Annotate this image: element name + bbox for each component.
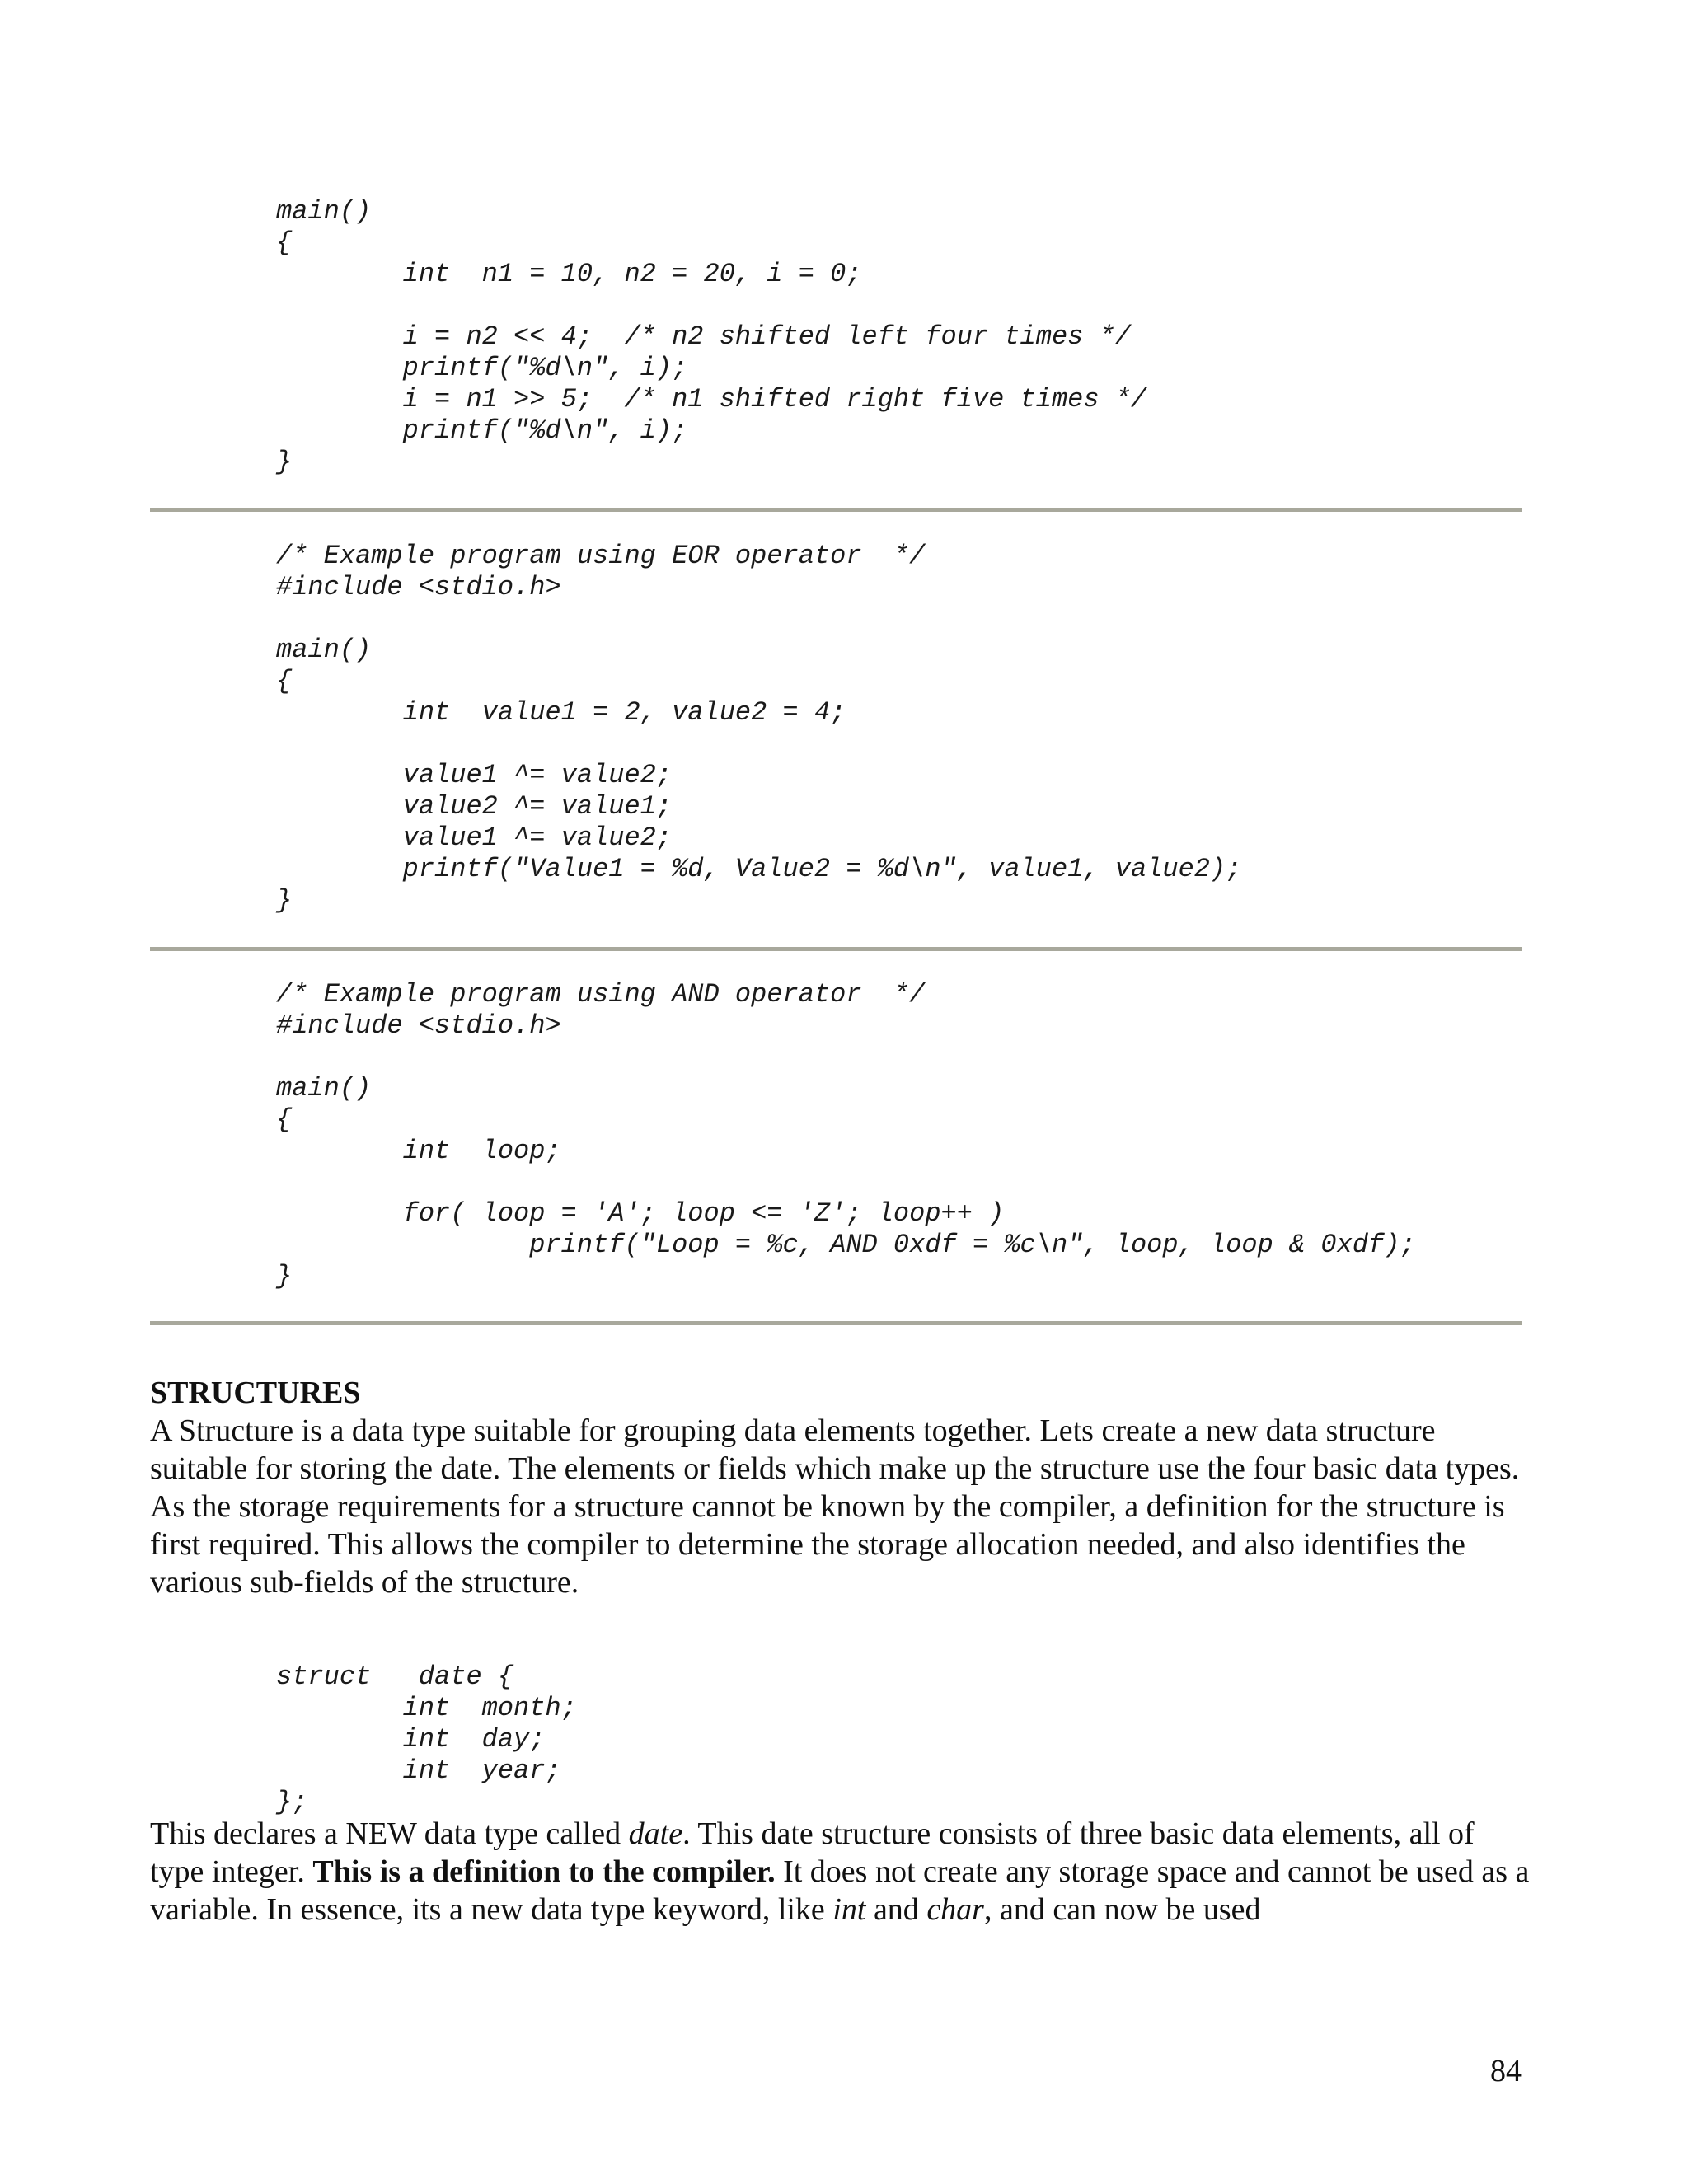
emphasis-char: char	[926, 1892, 984, 1927]
divider-rule	[150, 508, 1522, 512]
emphasis-int: int	[832, 1892, 866, 1927]
text-run: and	[865, 1892, 927, 1927]
emphasis-date: date	[628, 1816, 683, 1851]
structures-intro-paragraph	[150, 1374, 1535, 1601]
code-block-shift-tail: main() { int n1 = 10, n2 = 20, i = 0; i = n2 << 4; /* n2 shifted left four times */ printf("%d\n", i); i = n1 >> 5; /* n1 shifted right five times */ printf("%d\n", i); }	[276, 196, 1147, 477]
intro-text: A Structure is a data type suitable for grouping data elements together. Lets create a new data structure suitable for storing the date. The elements or fields which make up the structure use the four basic data types. As the storage requirements for a structure cannot be known by the compiler, a definition for the structure is first required. This allows the compiler to determine the storage allocation needed, and also identifies the various sub-fields of the structure.	[150, 1413, 1520, 1600]
text-run: , and can now be used	[983, 1892, 1261, 1927]
bold-definition-note: This is a definition to the compiler.	[312, 1854, 776, 1889]
section-heading: STRUCTURES	[150, 1376, 361, 1410]
code-block-and-example: /* Example program using AND operator */ #include <stdio.h> main() { int loop; for( loop = 'A'; loop <= 'Z'; loop++ ) printf("Loop = %c, AND 0xdf = %c\n", loop, loop & 0xdf); }	[276, 979, 1416, 1291]
code-block-struct-date: struct date { int month; int day; int year; };	[276, 1661, 577, 1817]
struct-explanation-paragraph	[150, 1815, 1535, 1929]
code-block-eor-example: /* Example program using EOR operator */ #include <stdio.h> main() { int value1 = 2, value2 = 4; value1 ^= value2; value2 ^= value1; value1 ^= value2; printf("Value1 = %d, Value2 = %d\n", value1, value2); }	[276, 541, 1242, 916]
divider-rule	[150, 1321, 1522, 1325]
page-number: 84	[1490, 2054, 1522, 2088]
text-run: It does not create any storage space and cannot be used as a variable. In essence, its a new data type keyword, like	[150, 1854, 1530, 1927]
text-run: . This date structure consists of three basic data elements, all of type integer.	[150, 1816, 1475, 1889]
divider-rule	[150, 947, 1522, 951]
text-run: This declares a NEW data type called	[150, 1816, 629, 1851]
